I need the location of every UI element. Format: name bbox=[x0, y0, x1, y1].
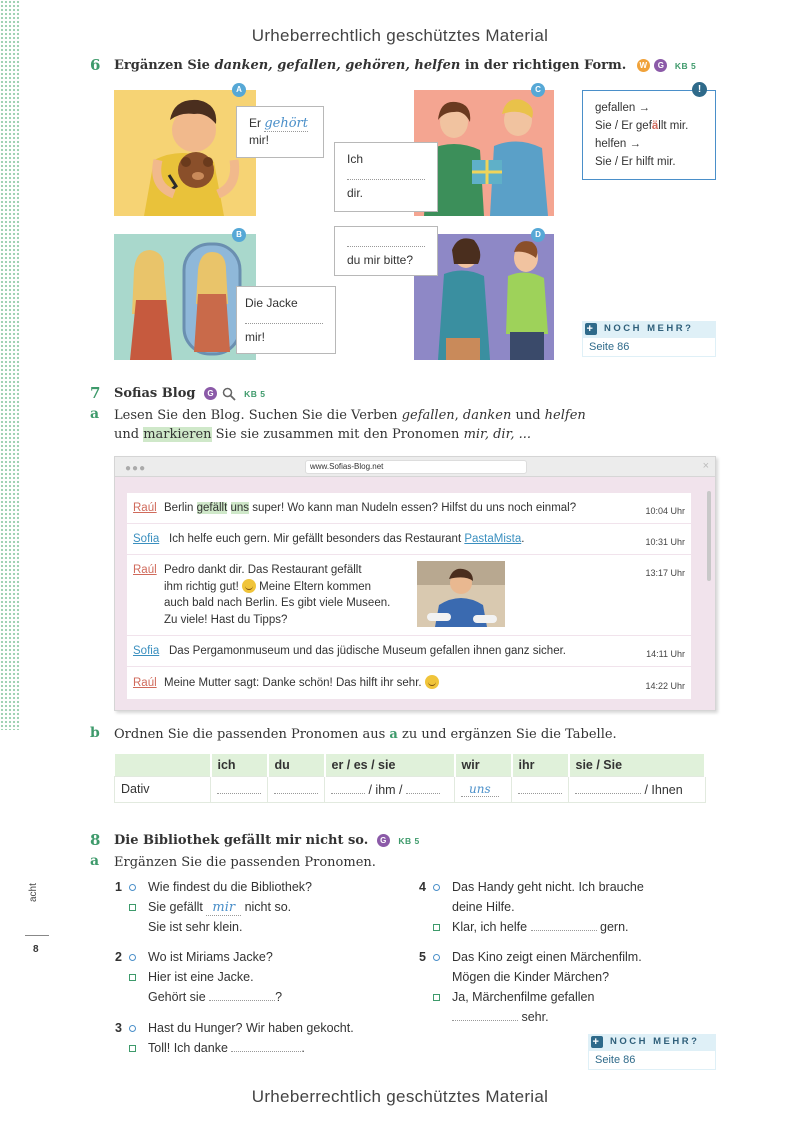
blank-du[interactable] bbox=[274, 782, 318, 794]
dialog-item-2: 2 Wo ist Miriams Jacke? Hier ist eine Jacke. Gehört sie ? bbox=[115, 950, 283, 1004]
browser-title-bar bbox=[115, 457, 715, 477]
exercise-7-title: Sofias Blog G KB 5 bbox=[114, 386, 266, 401]
address-bar[interactable]: www.Sofias-Blog.net bbox=[305, 460, 527, 474]
window-controls[interactable]: ●●● bbox=[125, 463, 147, 474]
question-marker bbox=[129, 884, 136, 891]
exercise-8-title: Die Bibliothek gefällt mir nicht so. G KB 5 bbox=[114, 833, 420, 848]
blank-ich[interactable] bbox=[217, 782, 261, 794]
answer-marker bbox=[433, 924, 440, 931]
post-author[interactable]: Raúl bbox=[133, 564, 157, 576]
blog-post-1: Raúl Berlin gefällt uns super! Wo kann man Nudeln essen? Hilfst du uns noch einmal? 10:04 Uhr bbox=[127, 493, 691, 523]
noch-mehr-box-2[interactable]: + NOCH MEHR? Seite 86 bbox=[588, 1034, 716, 1070]
scene-b-speech-bubble: Die Jacke mir! bbox=[236, 286, 336, 354]
page-divider bbox=[25, 935, 49, 936]
scene-c-blank[interactable] bbox=[347, 168, 425, 180]
exercise-8a-instruction: Ergänzen Sie die passenden Pronomen. bbox=[114, 855, 376, 870]
blog-post-2: Sofia Ich helfe euch gern. Mir gefällt besonders das Restaurant PastaMista. 10:31 Uhr bbox=[127, 524, 691, 554]
item-3-blank[interactable] bbox=[231, 1040, 301, 1052]
kursbuch-reference: KB 5 bbox=[244, 388, 266, 399]
smiley-icon bbox=[425, 675, 439, 689]
scene-b-tag: B bbox=[232, 228, 246, 242]
item-2-blank[interactable] bbox=[209, 989, 275, 1001]
scene-d-tag: D bbox=[531, 228, 545, 242]
page-word: acht bbox=[28, 883, 39, 902]
question-marker bbox=[129, 954, 136, 961]
answer-marker bbox=[433, 994, 440, 1001]
wortschatz-badge: W bbox=[637, 59, 650, 72]
magnifier-icon bbox=[222, 387, 236, 401]
answer-marker bbox=[129, 904, 136, 911]
blog-browser-window bbox=[114, 456, 716, 711]
dialog-item-5: 5 Das Kino zeigt einen Märchenfilm. Mögen die Kinder Märchen? Ja, Märchenfilme gefallen sehr. bbox=[419, 950, 642, 1024]
post-time: 10:04 Uhr bbox=[645, 506, 685, 516]
exercise-6-number: 6 bbox=[90, 56, 101, 74]
exercise-7a-letter: a bbox=[90, 406, 100, 422]
item-5-blank[interactable] bbox=[452, 1009, 518, 1021]
copyright-watermark-bottom: Urheberrechtlich geschütztes Material bbox=[251, 1087, 549, 1106]
scene-d-blank[interactable] bbox=[347, 235, 425, 247]
exercise-7-number: 7 bbox=[90, 384, 101, 402]
copyright-watermark-top: Urheberrechtlich geschütztes Material bbox=[251, 26, 549, 45]
blank-sie[interactable] bbox=[406, 782, 440, 794]
blank-ihr[interactable] bbox=[518, 782, 562, 794]
dialog-item-1: 1 Wie findest du die Bibliothek? Sie gefällt mir nicht so. Sie ist sehr klein. bbox=[115, 880, 312, 934]
plus-icon: + bbox=[586, 323, 596, 335]
post-time: 13:17 Uhr bbox=[645, 568, 685, 578]
question-marker bbox=[129, 1025, 136, 1032]
blank-er[interactable] bbox=[331, 782, 365, 794]
dative-pronoun-table bbox=[114, 754, 706, 803]
post-author[interactable]: Raúl bbox=[133, 677, 157, 689]
post-time: 14:22 Uhr bbox=[645, 681, 685, 691]
scene-a-answer: gehört bbox=[264, 116, 308, 131]
post-author[interactable]: Raúl bbox=[133, 502, 157, 514]
blog-post-3: Raúl Pedro dankt dir. Das Restaurant gefällt ihm richtig gut! Meine Eltern kommen auch bald nach Berlin. Es gibt viele Museen. Zu viele! Hast du Tipps? 13:17 Uhr bbox=[127, 555, 691, 635]
scene-a-speech-bubble: Er gehört mir! bbox=[236, 106, 324, 158]
post-time: 10:31 Uhr bbox=[645, 537, 685, 547]
grammatik-badge: G bbox=[654, 59, 667, 72]
scene-d-speech-bubble: du mir bitte? bbox=[334, 226, 438, 276]
table-header-row: ich du er / es / sie wir ihr sie / Sie bbox=[115, 754, 706, 776]
exercise-7b-letter: b bbox=[90, 725, 100, 741]
kursbuch-reference: KB 5 bbox=[674, 60, 697, 71]
item-1-answer: mir bbox=[206, 900, 241, 916]
scene-a-tag: A bbox=[232, 83, 246, 97]
info-exclamation-icon: ! bbox=[692, 82, 707, 97]
question-marker bbox=[433, 884, 440, 891]
smiley-icon bbox=[242, 579, 256, 593]
dialog-item-3: 3 Hast du Hunger? Wir haben gekocht. Toll! Ich danke . bbox=[115, 1021, 354, 1055]
scene-a-illustration bbox=[114, 90, 256, 216]
table-row: Dativ / ihm / uns / Ihnen bbox=[115, 776, 706, 802]
exercise-8a-letter: a bbox=[90, 853, 100, 869]
blog-post-4: Sofia Das Pergamonmuseum und das jüdische Museum gefallen ihnen ganz sicher. 14:11 Uhr bbox=[127, 636, 691, 666]
restaurant-link[interactable]: PastaMista bbox=[464, 533, 522, 545]
boy-eating-photo bbox=[417, 561, 505, 627]
page-number: 8 bbox=[33, 944, 39, 955]
question-marker bbox=[433, 954, 440, 961]
scrollbar[interactable] bbox=[707, 491, 711, 581]
dialog-item-4: 4 Das Handy geht nicht. Ich brauche deine Hilfe. Klar, ich helfe gern. bbox=[419, 880, 644, 934]
post-author[interactable]: Sofia bbox=[133, 645, 160, 657]
scene-b-blank[interactable] bbox=[245, 312, 323, 324]
grammar-info-box: gefallen → Sie / Er gefällt mir. helfen → Sie / Er hilft mir. bbox=[582, 90, 716, 180]
exercise-7a-instruction: Lesen Sie den Blog. Suchen Sie die Verben gefallen, danken und helfen und markieren Sie sie zusammen mit den Pronomen mir, dir, ... bbox=[114, 408, 586, 442]
grammatik-badge: G bbox=[377, 834, 390, 847]
close-icon[interactable]: × bbox=[702, 460, 709, 472]
item-4-blank[interactable] bbox=[531, 919, 597, 931]
exercise-7b-instruction: Ordnen Sie die passenden Pronomen aus a zu und ergänzen Sie die Tabelle. bbox=[114, 727, 617, 742]
decorative-dot-strip bbox=[0, 0, 20, 730]
exercise-6-title: Ergänzen Sie danken, gefallen, gehören, helfen in der richtigen Form. W G KB 5 bbox=[114, 58, 697, 73]
answer-marker bbox=[129, 974, 136, 981]
kursbuch-reference: KB 5 bbox=[398, 835, 420, 846]
post-author[interactable]: Sofia bbox=[133, 533, 160, 545]
blog-post-5: Raúl Meine Mutter sagt: Danke schön! Das hilft ihr sehr. 14:22 Uhr bbox=[127, 667, 691, 699]
blank-sie-Sie[interactable] bbox=[575, 782, 641, 794]
scene-c-tag: C bbox=[531, 83, 545, 97]
plus-icon: + bbox=[592, 1036, 602, 1048]
row-label: Dativ bbox=[115, 776, 211, 802]
scene-b-illustration bbox=[114, 234, 256, 360]
answer-marker bbox=[129, 1045, 136, 1052]
exercise-8-number: 8 bbox=[90, 831, 101, 849]
answer-wir: uns bbox=[461, 782, 499, 797]
noch-mehr-box-1[interactable]: + NOCH MEHR? Seite 86 bbox=[582, 321, 716, 357]
scene-c-speech-bubble: Ich dir. bbox=[334, 142, 438, 212]
post-time: 14:11 Uhr bbox=[646, 649, 685, 659]
grammatik-badge: G bbox=[204, 387, 217, 400]
